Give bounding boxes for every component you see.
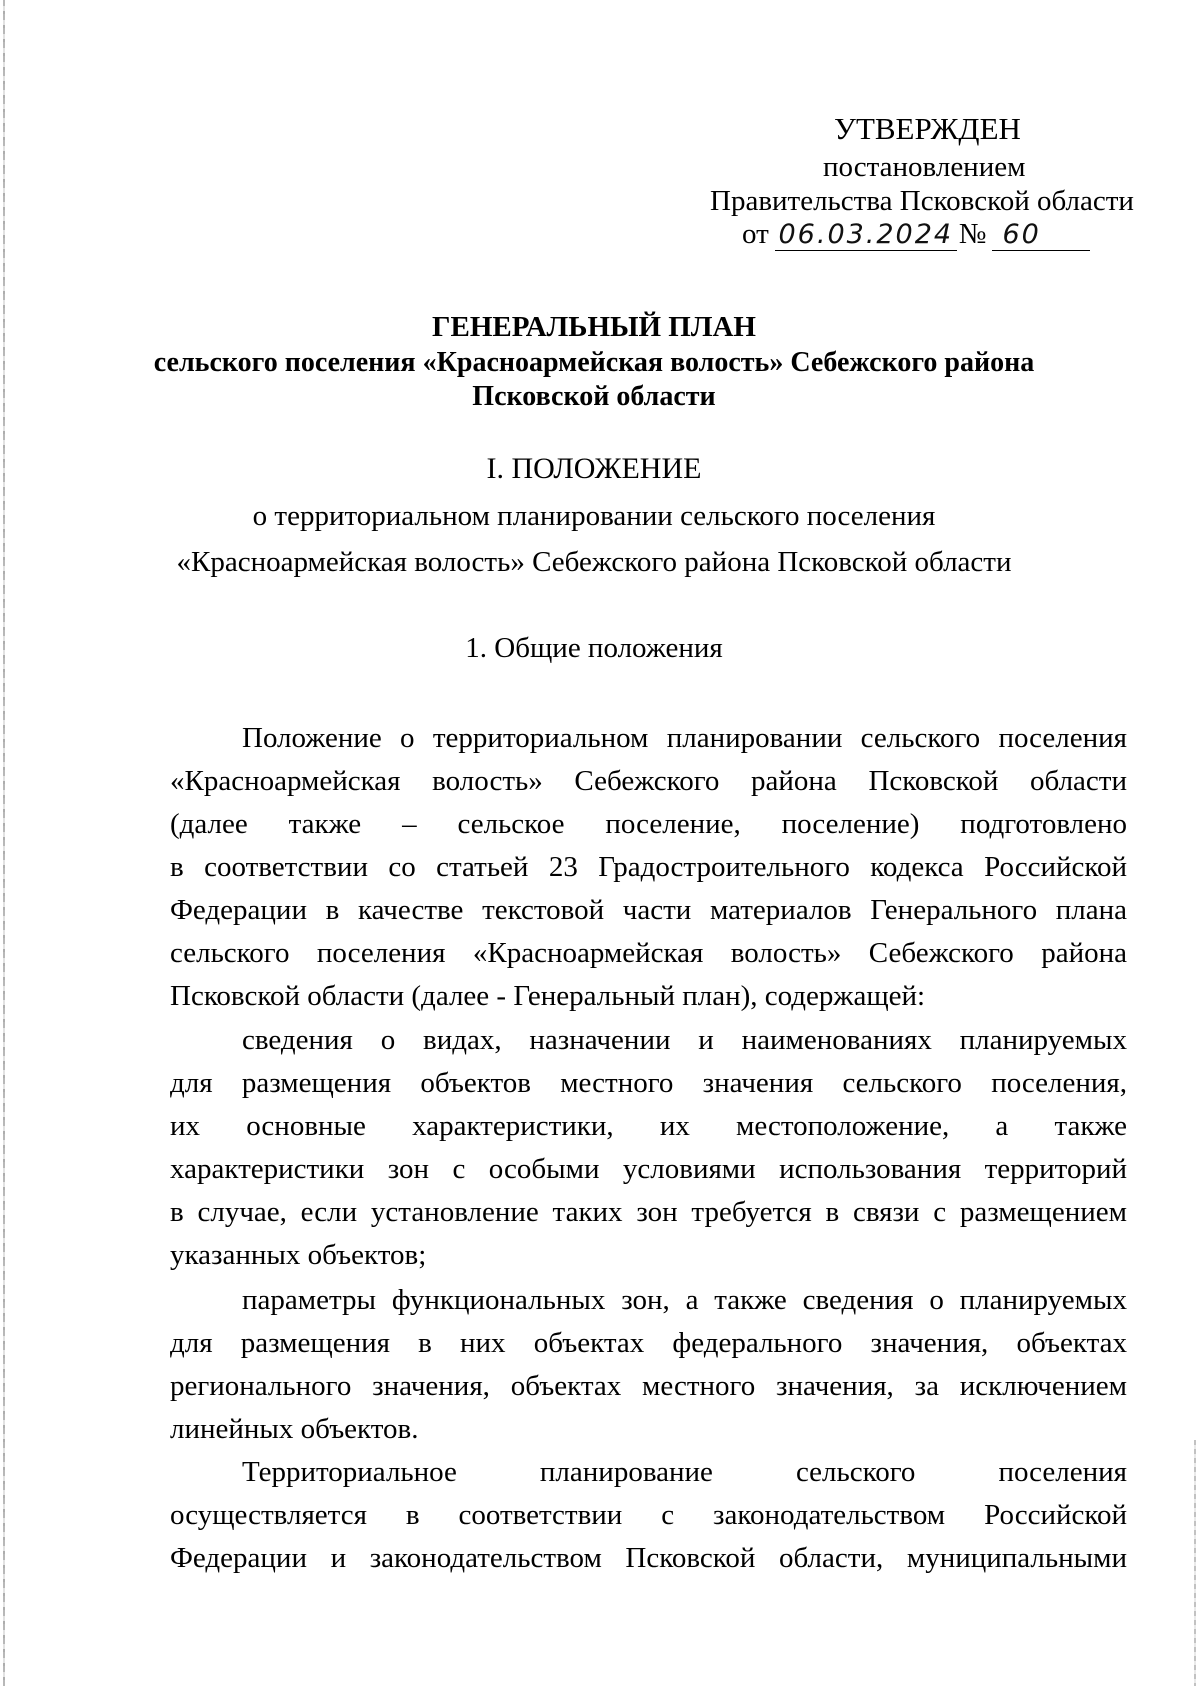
scan-edge-left <box>3 0 5 1686</box>
document-subtitle-line-2: Псковской области <box>472 381 716 412</box>
body-line: для размещения объектов местного значения сельского поселения, <box>170 1067 1127 1099</box>
body-line: Федерации в качестве текстовой части материалов Генерального плана <box>170 894 1127 926</box>
body-line: в соответствии со статьей 23 Градостроительного кодекса Российской <box>170 851 1127 883</box>
document-title: ГЕНЕРАЛЬНЫЙ ПЛАН <box>432 311 756 343</box>
from-label: от <box>742 218 769 250</box>
body-line: сведения о видах, назначении и наименованиях планируемых <box>242 1024 1127 1056</box>
section-title: I. ПОЛОЖЕНИЕ <box>486 452 702 485</box>
approval-line-3: Правительства Псковской области <box>710 185 1134 217</box>
number-label: № <box>958 218 987 250</box>
body-line: линейных объектов. <box>170 1413 419 1445</box>
section-subtitle-line-2: «Красноармейская волость» Себежского района Псковской области <box>176 546 1012 578</box>
body-line: для размещения в них объектах федерального значения, объектах <box>170 1327 1127 1359</box>
body-line: (далее также – сельское поселение, поселение) подготовлено <box>170 808 1127 840</box>
body-line: указанных объектов; <box>170 1239 427 1271</box>
document-subtitle-line-1: сельского поселения «Красноармейская волость» Себежского района <box>153 347 1035 378</box>
approval-number-field <box>992 219 1090 251</box>
body-line: сельского поселения «Красноармейская волость» Себежского района <box>170 937 1127 969</box>
section-subtitle-line-1: о территориальном планировании сельского поселения <box>252 500 936 532</box>
body-line: регионального значения, объектах местного значения, за исключением <box>170 1370 1127 1402</box>
body-line: осуществляется в соответствии с законодательством Российской <box>170 1499 1127 1531</box>
approval-date-field <box>775 219 957 251</box>
body-line: Положение о территориальном планировании сельского поселения <box>242 722 1127 754</box>
body-line: в случае, если установление таких зон требуется в связи с размещением <box>170 1196 1127 1228</box>
body-line: характеристики зон с особыми условиями использования территорий <box>170 1153 1127 1185</box>
approval-title: УТВЕРЖДЕН <box>834 111 1021 146</box>
approval-date-number-line <box>742 217 1090 251</box>
approval-date-handwritten: 06.03.2024 <box>778 219 954 250</box>
scan-edge-right <box>1194 1440 1196 1686</box>
body-line: Федерации и законодательством Псковской области, муниципальными <box>170 1542 1127 1574</box>
body-line: Территориальное планирование сельского поселения <box>242 1456 1127 1488</box>
body-line: их основные характеристики, их местоположение, а также <box>170 1110 1127 1142</box>
subsection-title: 1. Общие положения <box>465 632 723 664</box>
body-line: «Красноармейская волость» Себежского района Псковской области <box>170 765 1127 797</box>
body-line: параметры функциональных зон, а также сведения о планируемых <box>242 1284 1127 1316</box>
body-line: Псковской области (далее - Генеральный план), содержащей: <box>170 980 926 1012</box>
approval-number-handwritten: 60 <box>1002 219 1041 250</box>
approval-line-2: постановлением <box>823 151 1026 183</box>
